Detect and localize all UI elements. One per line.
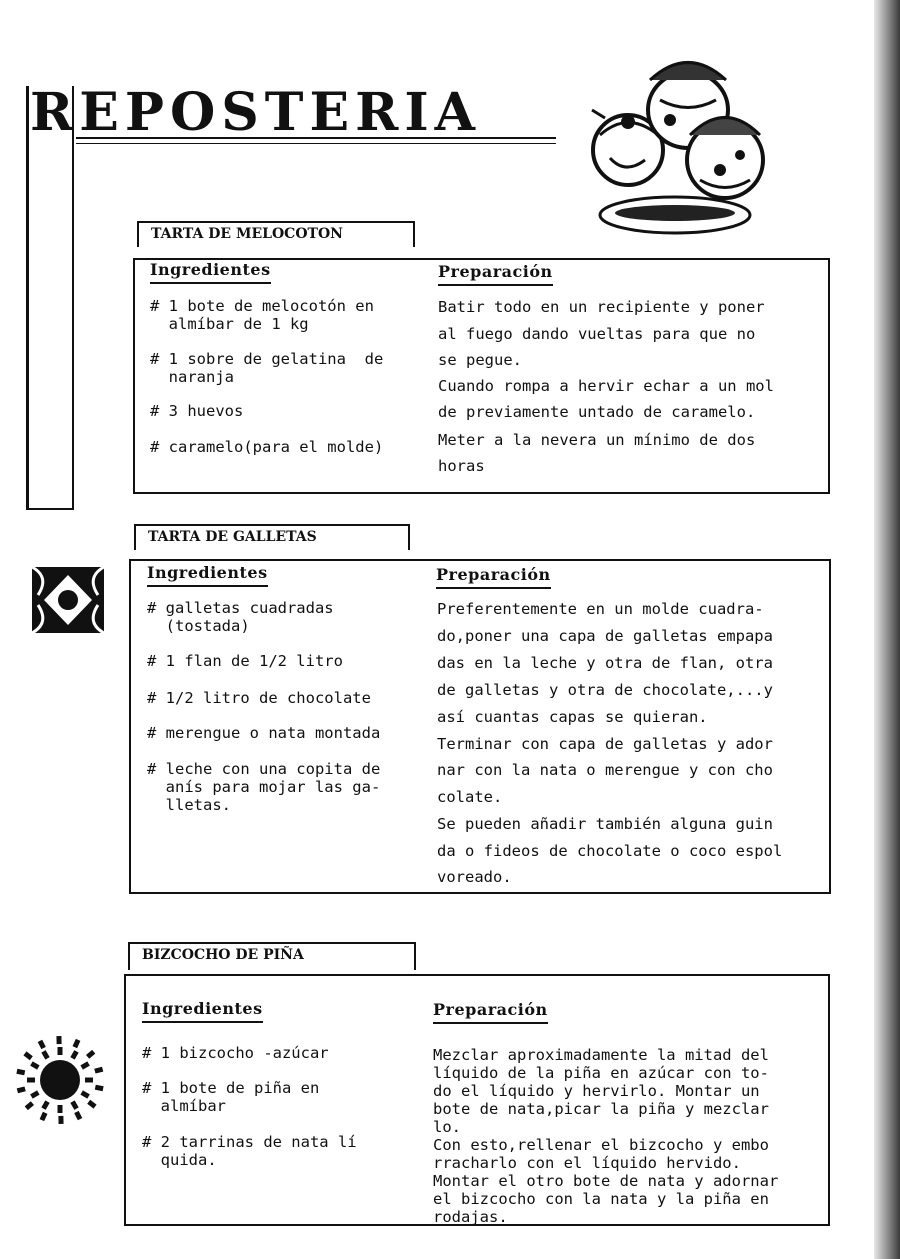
ingredient-item: # 3 huevos (150, 402, 244, 420)
preparation-line: se pegue. (438, 351, 522, 369)
preparation-line: Se pueden añadir también alguna guin (437, 815, 773, 833)
preparation-line: Cuando rompa a hervir echar a un mol (438, 377, 774, 395)
sun-ray (70, 1100, 78, 1109)
ingredients-heading: Ingredientes (150, 260, 271, 284)
sun-ray (80, 1061, 89, 1069)
preparation-line: Terminar con capa de galletas y ador (437, 735, 773, 753)
sun-ray (87, 1100, 96, 1109)
preparation-line: colate. (437, 788, 503, 806)
preparation-line: lo. (433, 1118, 461, 1136)
preparation-line: nar con la nata o merengue y con cho (437, 761, 773, 779)
preparation-line: Mezclar aproximadamente la mitad del (433, 1046, 769, 1064)
sun-ray (73, 1039, 81, 1048)
ingredient-item: # merengue o nata montada (147, 724, 381, 742)
preparation-line: de galletas y otra de chocolate,...y (437, 681, 773, 699)
preparation-heading: Preparación (438, 262, 553, 286)
ingredient-item: # 1 sobre de gelatina de naranja (150, 350, 384, 386)
ingredient-item: # 2 tarrinas de nata lí quida. (142, 1133, 357, 1169)
preparation-line: así cuantas capas se quieran. (437, 708, 708, 726)
sun-ray (86, 1050, 95, 1059)
preparation-line: Batir todo en un recipiente y poner (438, 298, 765, 316)
preparation-line: do el líquido y hervirlo. Montar un (433, 1082, 760, 1100)
preparation-heading: Preparación (433, 1000, 548, 1024)
sun-ray (23, 1051, 32, 1060)
preparation-line: líquido de la piña en azúcar con to- (433, 1064, 769, 1082)
ingredient-item: # 1 flan de 1/2 litro (147, 652, 343, 670)
preparation-line: Preferentemente en un molde cuadra- (437, 600, 764, 618)
preparation-line: horas (438, 457, 485, 475)
sun-ray (95, 1085, 104, 1091)
title-underline-thin (76, 143, 556, 144)
preparation-line: al fuego dando vueltas para que no (438, 325, 756, 343)
sun-ray (30, 1090, 39, 1098)
sun-ray (27, 1078, 35, 1083)
ingredients-heading: Ingredientes (147, 563, 268, 587)
ingredient-item: # caramelo(para el molde) (150, 438, 384, 456)
sun-ray (41, 1100, 49, 1109)
sun-ray (40, 1112, 48, 1121)
square-emblem-icon (30, 565, 106, 635)
preparation-line: Con esto,rellenar el bizcocho y embo (433, 1136, 769, 1154)
sun-ray (16, 1069, 25, 1075)
sun-ray (74, 1111, 82, 1120)
ingredient-item: # 1 bote de melocotón en almíbar de 1 kg (150, 297, 374, 333)
preparation-line: rracharlo con el líquido hervido. (433, 1154, 741, 1172)
sun-ray (94, 1067, 103, 1074)
sun-ray (25, 1101, 34, 1110)
sun-ray (56, 1036, 61, 1044)
preparation-line: Montar el otro bote de nata y adornar (433, 1172, 779, 1190)
ingredient-item: # leche con una copita de anís para mojar las ga- lletas. (147, 760, 381, 814)
title-underline (76, 137, 556, 139)
sun-ray (80, 1090, 89, 1098)
sun-emblem-icon (12, 1032, 108, 1128)
recipe-title: TARTA DE GALLETAS (134, 524, 410, 550)
ingredient-item: # 1 bizcocho -azúcar (142, 1044, 329, 1062)
preparation-heading: Preparación (436, 565, 551, 589)
preparation-line: el bizcocho con la nata y la piña en (433, 1190, 769, 1208)
ingredient-item: # 1/2 litro de chocolate (147, 689, 371, 707)
sun-ray (17, 1086, 26, 1093)
ingredients-heading: Ingredientes (142, 999, 263, 1023)
ingredient-item: # galletas cuadradas (tostada) (147, 599, 334, 635)
sun-ray (58, 1105, 63, 1113)
sun-ray (41, 1050, 49, 1059)
preparation-line: rodajas. (433, 1208, 508, 1226)
sun-ray (30, 1061, 39, 1069)
page-edge-shadow (874, 0, 900, 1259)
preparation-line: de previamente untado de caramelo. (438, 403, 756, 421)
page-title: REPOSTERIA (30, 82, 482, 143)
sun-ray (58, 1116, 63, 1124)
preparation-line: do,poner una capa de galletas empapa (437, 627, 773, 645)
sun-ray (85, 1078, 93, 1083)
preparation-line: das en la leche y otra de flan, otra (437, 654, 773, 672)
ingredient-item: # 1 bote de piña en almíbar (142, 1079, 320, 1115)
sun-ray (58, 1047, 63, 1055)
preparation-line: bote de nata,picar la piña y mezclar (433, 1100, 769, 1118)
sun-ray (38, 1040, 46, 1049)
recipe-title: TARTA DE MELOCOTON (137, 221, 415, 247)
title-frame (26, 86, 74, 510)
preparation-line: da o fideos de chocolate o coco espol (437, 842, 783, 860)
fruit-bowl-illustration (570, 40, 770, 245)
sun-ray (70, 1050, 78, 1059)
preparation-line: Meter a la nevera un mínimo de dos (438, 431, 756, 449)
preparation-line: voreado. (437, 868, 512, 886)
recipe-title: BIZCOCHO DE PIÑA (128, 942, 416, 970)
